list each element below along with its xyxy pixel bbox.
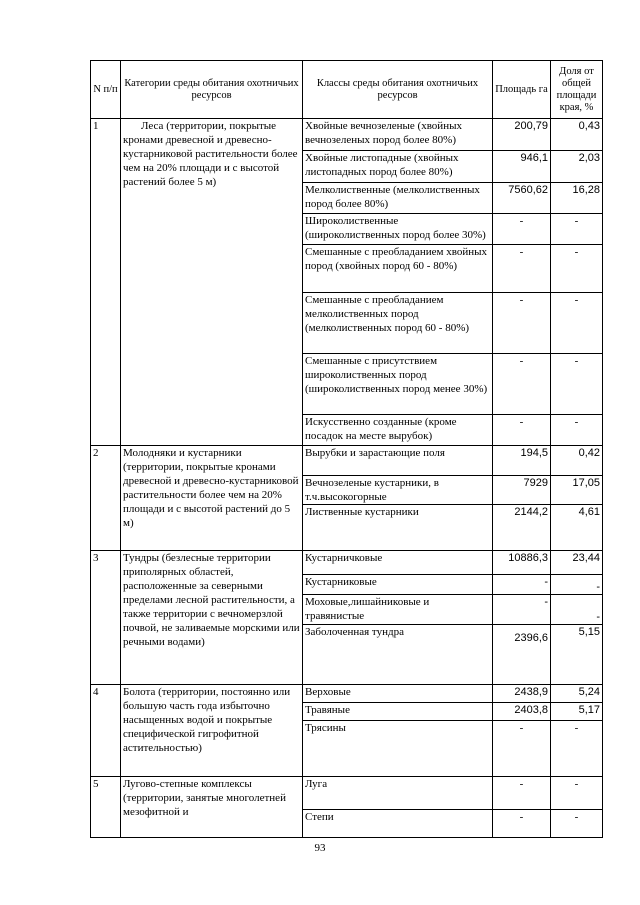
class-cell: Хвойные листопадные (хвойных листопадных пород более 80%): [303, 151, 493, 183]
header-share: Доля от общей площади края, %: [551, 61, 603, 119]
table-row: [91, 685, 603, 703]
area-cell: 194,5: [493, 446, 551, 476]
class-cell: Смешанные с присутствием широколиственных пород (широколиственных пород менее 30%): [303, 354, 493, 415]
class-cell: Верховые: [303, 685, 493, 703]
area-cell: 946,1: [493, 151, 551, 183]
share-cell: 5,17: [551, 703, 603, 721]
class-cell: Смешанные с преобладанием мелколиственных пород (мелколиственных пород 60 - 80%): [303, 293, 493, 354]
area-cell: -: [493, 595, 551, 625]
share-cell: -: [551, 214, 603, 245]
class-cell: Мелколиственные (мелколиственных пород более 80%): [303, 183, 493, 214]
area-cell: 7929: [493, 476, 551, 505]
class-cell: Лиственные кустарники: [303, 505, 493, 551]
area-cell: 2438,9: [493, 685, 551, 703]
category-cell: Тундры (безлесные территории приполярных областей, расположенные за северными пределами лесной растительности, а также территории с вечномерзлой почвой, не заливаемые морскими или речными водами): [121, 551, 303, 685]
area-cell: -: [493, 214, 551, 245]
table-row: [91, 777, 603, 810]
class-cell: Вечнозеленые кустарники, в т.ч.высокогорные: [303, 476, 493, 505]
group-number: 1: [91, 119, 121, 446]
group-number: 5: [91, 777, 121, 838]
area-cell: 10886,3: [493, 551, 551, 575]
share-cell: -: [551, 575, 603, 595]
area-cell: 2396,6: [493, 625, 551, 685]
category-cell: [121, 119, 303, 446]
header-class: Классы среды обитания охотничьих ресурсов: [303, 61, 493, 119]
category-cell: Молодняки и кустарники (территории, покрытые кронами древесной и древесно-кустарниковой растительности более чем на 20% площади и с высотой растений до 5 м): [121, 446, 303, 551]
share-cell: -: [551, 595, 603, 625]
category-cell: Болота (территории, постоянно или большую часть года избыточно насыщенных водой и покрытые специфической гигрофитной астительностью): [121, 685, 303, 777]
share-cell: 5,24: [551, 685, 603, 703]
share-cell: 23,44: [551, 551, 603, 575]
share-cell: 5,15: [551, 625, 603, 685]
area-cell: -: [493, 777, 551, 810]
class-cell: Хвойные вечнозеленые (хвойных вечнозеленых пород более 80%): [303, 119, 493, 151]
class-cell: Кустарниковые: [303, 575, 493, 595]
share-cell: -: [551, 354, 603, 415]
table-row: [91, 119, 603, 151]
header-num: N п/п: [91, 61, 121, 119]
header-area: Площадь га: [493, 61, 551, 119]
share-cell: 16,28: [551, 183, 603, 214]
class-cell: Трясины: [303, 721, 493, 777]
class-cell: Травяные: [303, 703, 493, 721]
group-number: 2: [91, 446, 121, 551]
class-cell: Степи: [303, 810, 493, 838]
share-cell: -: [551, 777, 603, 810]
share-cell: 17,05: [551, 476, 603, 505]
class-cell: Луга: [303, 777, 493, 810]
table-header-row: [91, 61, 603, 119]
share-cell: -: [551, 245, 603, 293]
class-cell: Смешанные с преобладанием хвойных пород (хвойных пород 60 - 80%): [303, 245, 493, 293]
table-row: [91, 446, 603, 476]
share-cell: 2,03: [551, 151, 603, 183]
area-cell: 7560,62: [493, 183, 551, 214]
area-cell: -: [493, 293, 551, 354]
category-text: Леса (территории, покрытые кронами древесной и древесно-кустарниковой растительности более чем на 20% площади и с высотой растений более 5 м): [123, 120, 298, 188]
header-category: Категории среды обитания охотничьих ресурсов: [121, 61, 303, 119]
class-cell: Заболоченная тундра: [303, 625, 493, 685]
area-cell: -: [493, 415, 551, 446]
table-row: [91, 551, 603, 575]
area-cell: -: [493, 354, 551, 415]
class-cell: Кустарничковые: [303, 551, 493, 575]
area-cell: 2144,2: [493, 505, 551, 551]
class-cell: Вырубки и зарастающие поля: [303, 446, 493, 476]
category-cell: Лугово-степные комплексы (территории, занятые многолетней мезофитной и: [121, 777, 303, 838]
class-cell: Искусственно созданные (кроме посадок на месте вырубок): [303, 415, 493, 446]
class-cell: Моховые,лишайниковые и травянистые: [303, 595, 493, 625]
area-cell: 2403,8: [493, 703, 551, 721]
share-cell: 4,61: [551, 505, 603, 551]
share-cell: 0,43: [551, 119, 603, 151]
area-cell: -: [493, 810, 551, 838]
habitat-table: [90, 60, 603, 838]
group-number: 3: [91, 551, 121, 685]
class-cell: Широколиственные (широколиственных пород более 30%): [303, 214, 493, 245]
share-cell: -: [551, 293, 603, 354]
area-cell: 200,79: [493, 119, 551, 151]
area-cell: -: [493, 575, 551, 595]
share-cell: -: [551, 415, 603, 446]
page-number: 93: [314, 842, 326, 854]
share-cell: 0,42: [551, 446, 603, 476]
area-cell: -: [493, 721, 551, 777]
share-cell: -: [551, 810, 603, 838]
share-cell: -: [551, 721, 603, 777]
group-number: 4: [91, 685, 121, 777]
area-cell: -: [493, 245, 551, 293]
